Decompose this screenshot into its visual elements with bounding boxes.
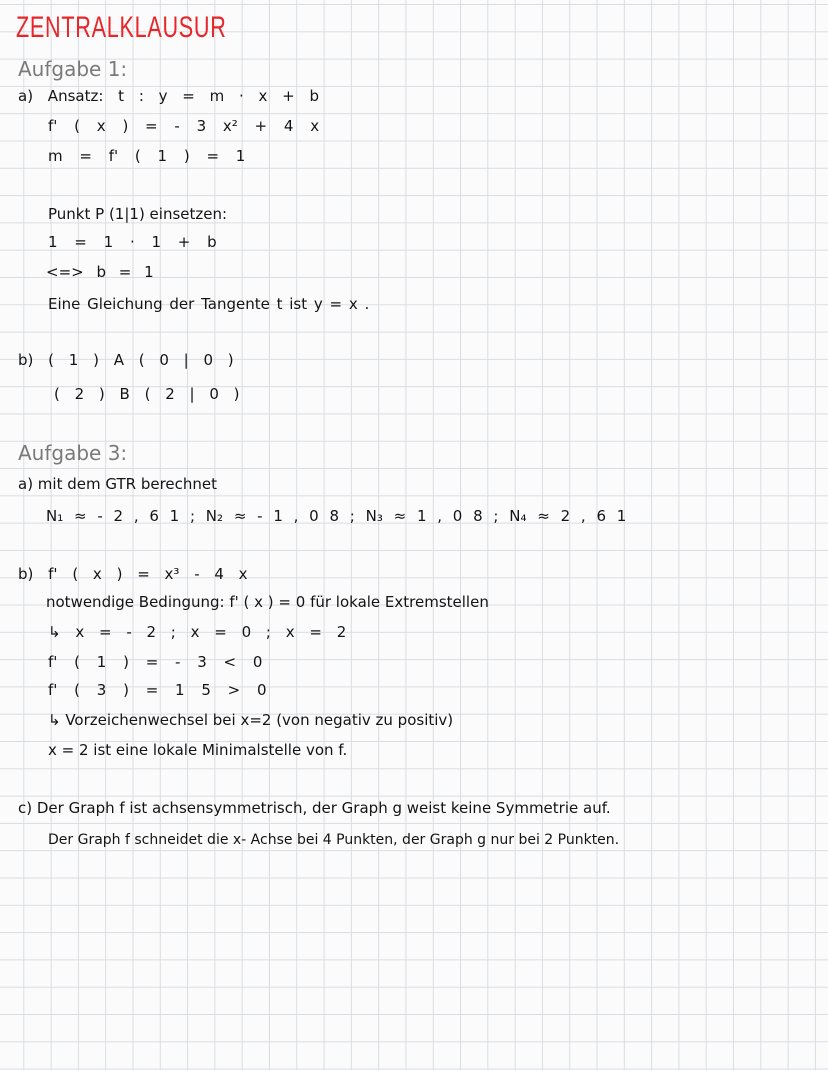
a1-ansatz-line: a) Ansatz: t : y = m · x + b <box>18 87 320 105</box>
a3-roots-line: N₁ ≈ - 2 , 6 1 ; N₂ ≈ - 1 , 0 8 ; N₃ ≈ 1 , 0 8 ; N₄ ≈ 2 , 6 1 <box>46 507 627 525</box>
a3-b-derivative-line: b) f' ( x ) = x³ - 4 x <box>18 565 248 583</box>
a3-b-check1-line: f' ( 1 ) = - 3 < 0 <box>48 653 263 671</box>
a3-b-sign-change-line: ↳ Vorzeichenwechsel bei x=2 (von negativ zu positiv) <box>48 711 454 729</box>
a3-b-conclusion-line: x = 2 ist eine lokale Minimalstelle von f. <box>48 741 348 759</box>
a3-b-condition-line: notwendige Bedingung: f' ( x ) = 0 für lokale Extremstellen <box>46 593 489 611</box>
a3-b-check2-line: f' ( 3 ) = 1 5 > 0 <box>48 681 267 699</box>
a3-c-symmetry-line: c) Der Graph f ist achsensymmetrisch, der Graph g weist keine Symmetrie auf. <box>18 799 611 817</box>
a1-b-point-a: b) ( 1 ) A ( 0 | 0 ) <box>18 351 234 369</box>
aufgabe-3-heading: Aufgabe 3: <box>18 441 128 465</box>
a1-point-line: Punkt P (1|1) einsetzen: <box>48 205 228 223</box>
a3-c-intersection-line: Der Graph f schneidet die x- Achse bei 4 Punkten, der Graph g nur bei 2 Punkten. <box>48 832 620 848</box>
a3-b-solutions-line: ↳ x = - 2 ; x = 0 ; x = 2 <box>48 623 347 641</box>
aufgabe-1-heading: Aufgabe 1: <box>18 57 128 81</box>
a1-tangent-line: Eine Gleichung der Tangente t ist y = x . <box>48 295 370 313</box>
a1-slope-line: m = f' ( 1 ) = 1 <box>48 147 246 165</box>
a1-b-line: <=> b = 1 <box>46 263 154 281</box>
a1-insert-line: 1 = 1 · 1 + b <box>48 233 217 251</box>
a1-b-point-b: ( 2 ) B ( 2 | 0 ) <box>54 385 240 403</box>
a3-gtr-line: a) mit dem GTR berechnet <box>18 475 217 493</box>
a1-derivative-line: f' ( x ) = - 3 x² + 4 x <box>48 117 320 135</box>
page-title: ZENTRALKLAUSUR <box>16 11 227 44</box>
